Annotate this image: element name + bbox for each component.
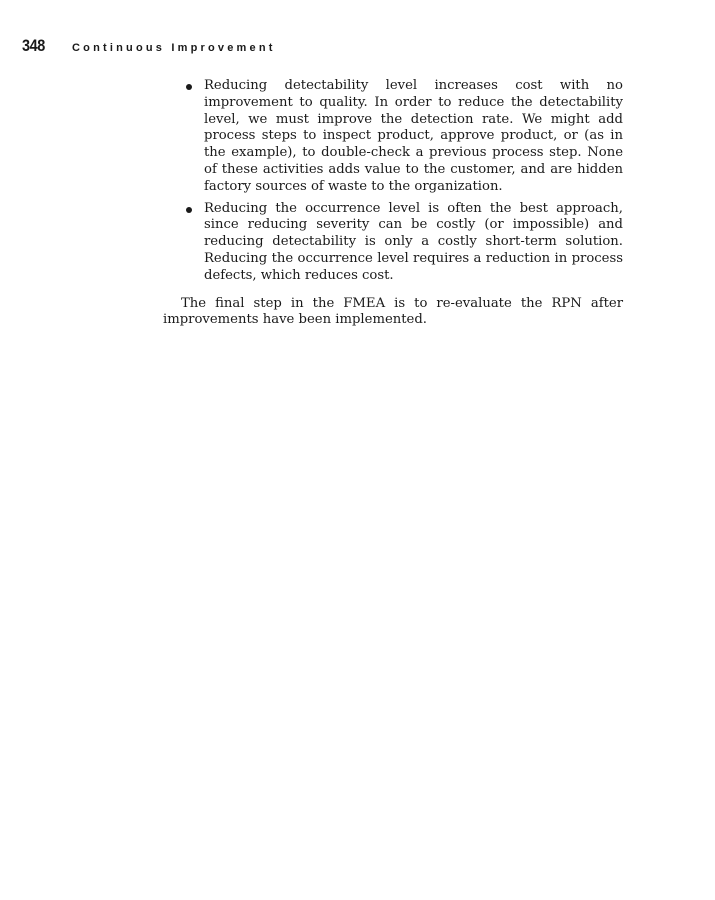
bullet-item — [163, 201, 623, 285]
page-number: 348 — [22, 36, 45, 55]
body-text — [163, 78, 623, 329]
running-title: Continuous Improvement — [72, 42, 276, 54]
bullet-list — [163, 78, 623, 285]
body-paragraph: The final step in the FMEA is to re-evaluate the RPN after improvements have been implemented. — [163, 295, 623, 328]
bullet-text: Reducing the occurrence level is often the best approach, since reducing severity can be costly (or impossible) and reducing detectability is only a costly short-term solution. Reducing the occurrence level requires a reduction in process defects, which reduces cost. — [204, 200, 623, 283]
bullet-item — [163, 78, 623, 196]
bullet-text: Reducing detectability level increases cost with no improvement to quality. In order to reduce the detectability level, we must improve the detection rate. We might add process steps to inspect product, approve product, or (as in the example), to double-check a previous process step. None of these activities adds value to the customer, and are hidden factory sources of waste to the organization. — [204, 78, 623, 194]
running-head — [22, 36, 276, 58]
bullet-icon — [186, 207, 192, 213]
bullet-icon — [186, 84, 192, 90]
